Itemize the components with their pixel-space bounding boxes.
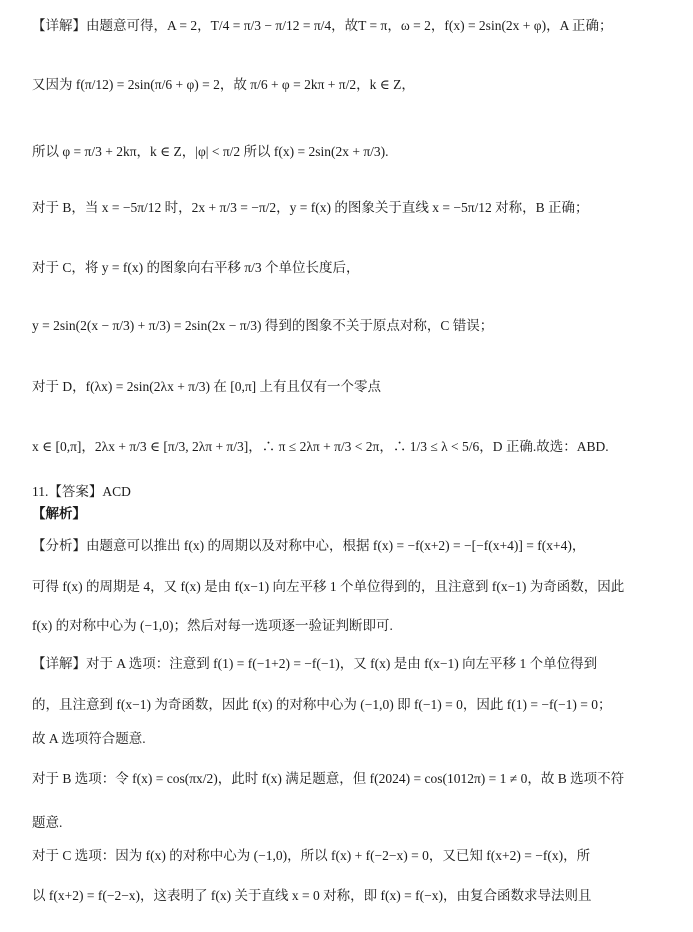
- answer-heading: 11.【答案】ACD: [32, 484, 131, 499]
- text-line-1: 【详解】由题意可得，A = 2，T/4 = π/3 − π/12 = π/4，故T = π，ω = 2，f(x) = 2sin(2x + φ)，A 正确；: [32, 18, 613, 33]
- text-line-16: 故 A 选项符合题意.: [32, 731, 146, 746]
- text-line-20: 以 f(x+2) = f(−2−x)，这表明了 f(x) 关于直线 x = 0 对称，即 f(x) = f(−x)，由复合函数求导法则且: [32, 888, 592, 903]
- text-line-7: 对于 D，f(λx) = 2sin(2λx + π/3) 在 [0,π] 上有且仅有一个零点: [32, 379, 382, 394]
- text-line-11: 【分析】由题意可以推出 f(x) 的周期以及对称中心，根据 f(x) = −f(x+2) = −[−f(x+4)] = f(x+4)，: [32, 538, 586, 553]
- analysis-heading: 【解析】: [32, 506, 86, 521]
- text-line-5: 对于 C，将 y = f(x) 的图象向右平移 π/3 个单位长度后，: [32, 260, 360, 275]
- text-line-4: 对于 B，当 x = −5π/12 时，2x + π/3 = −π/2，y = f(x) 的图象关于直线 x = −5π/12 对称，B 正确；: [32, 200, 589, 215]
- text-line-8: x ∈ [0,π]，2λx + π/3 ∈ [π/3, 2λπ + π/3]，∴ π ≤ 2λπ + π/3 < 2π，∴ 1/3 ≤ λ < 5/6，D 正确.故选：ABD.: [32, 439, 609, 454]
- text-line-18: 题意.: [32, 815, 63, 830]
- text-line-17: 对于 B 选项：令 f(x) = cos(πx/2)，此时 f(x) 满足题意，但 f(2024) = cos(1012π) = 1 ≠ 0，故 B 选项不符: [32, 771, 625, 786]
- text-line-14: 【详解】对于 A 选项：注意到 f(1) = f(−1+2) = −f(−1)，又 f(x) 是由 f(x−1) 向左平移 1 个单位得到: [32, 656, 598, 671]
- text-line-2: 又因为 f(π/12) = 2sin(π/6 + φ) = 2，故 π/6 + φ = 2kπ + π/2，k ∈ Z，: [32, 77, 415, 92]
- text-line-19: 对于 C 选项：因为 f(x) 的对称中心为 (−1,0)，所以 f(x) + f(−2−x) = 0，又已知 f(x+2) = −f(x)，所: [32, 848, 591, 863]
- text-line-6: y = 2sin(2(x − π/3) + π/3) = 2sin(2x − π/3) 得到的图象不关于原点对称，C 错误；: [32, 318, 494, 333]
- text-line-3: 所以 φ = π/3 + 2kπ，k ∈ Z，|φ| < π/2 所以 f(x) = 2sin(2x + π/3).: [32, 144, 389, 159]
- text-line-15: 的，且注意到 f(x−1) 为奇函数，因此 f(x) 的对称中心为 (−1,0) 即 f(−1) = 0，因此 f(1) = −f(−1) = 0；: [32, 697, 612, 712]
- text-line-12: 可得 f(x) 的周期是 4，又 f(x) 是由 f(x−1) 向左平移 1 个单位得到的，且注意到 f(x−1) 为奇函数，因此: [32, 579, 625, 594]
- text-line-13: f(x) 的对称中心为 (−1,0)；然后对每一选项逐一验证判断即可.: [32, 618, 393, 633]
